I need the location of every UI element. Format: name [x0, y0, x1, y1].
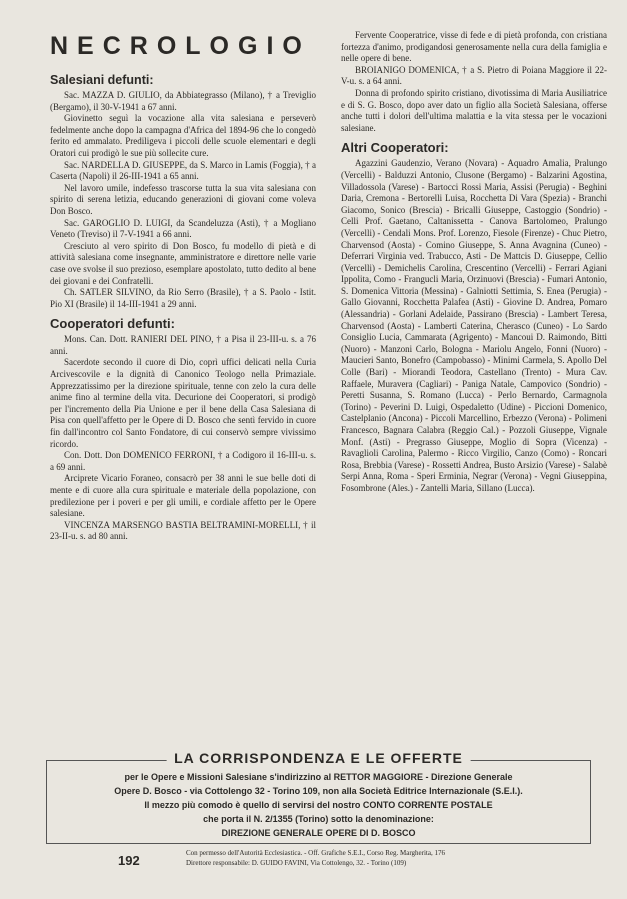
cooperatori-paragraph: VINCENZA MARSENGO BASTIA BELTRAMINI-MORELLI, † il 23-II-u. s. ad 80 anni. — [50, 519, 316, 542]
footer-imprint — [186, 848, 586, 868]
altri-list: Agazzini Gaudenzio, Verano (Novara) - Aquadro Amalia, Pralungo (Vercelli) - Balduzzi Antonio, Clusone (Bergamo) - Balzarini Agostina, Villadossola (Varese) - Bartocci Rossi Maria, Assisi (Perugia) - Beghini Daria, Cremona - Bertorelli Luisa, Rocchetta Di Vara (Spezia) - Branchi Giacomo, Sonico (Brescia) - Bricalli Giuseppe, Castoggio (Sondrio) - Celli Prof. Gaetano, Caltanissetta - Canova Bartolomeo, Pralungo (Vercelli) - Cendali Mons. Prof. Lorenzo, Fiesole (Firenze) - Chuc Pietro, Charvensod (Aosta) - Comino Giuseppe, S. Anna Avagnina (Cuneo) - Deferrari Virginia ved. Trabucco, Asti - De Mattcis D. Giuseppe, Cellio (Vercelli) - Demichelis Carolina, Crescentino (Vercelli) - Ferrari Agiani Ippolita, Como - Frangucli Maria, Orzinuovi (Brescia) - Fumari Antonio, S. Domenica Vittoria (Messina) - Galniotti Settimia, S. Enea (Perugia) - Gallo Giovanni, Rocchetta Palafea (Asti) - Giovine D. Andrea, Pomaro (Alessandria) - Gorlani Adelaide, Passirano (Brescia) - Lambert Teresa, Charvensod (Aosta) - Lamberti Caterina, Cherasco (Cuneo) - Lo Sardo Consiglio Lucia, Cammarata (Agrigento) - Mancoui D. Raimondo, Bitti (Nuoro) - Manzoni Carlo, Bologna - Mariolu Angelo, Fonni (Nuoro) - Maucieri Santo, Bonefro (Campobasso) - Minimi Carmela, S. Apollo Del Colle (Bari) - Miorandi Teodora, Castellano (Trento) - Mura Cav. Raffaele, Muravera (Cagliari) - Paniga Natale, Campovico (Sondrio) - Peretti Susanna, S. Romano (Lucca) - Perlo Bernardo, Carmagnola (Torino) - Peverini D. Luigi, Ospedaletto (Udine) - Piccioni Domenico, Castelplanio (Ancona) - Piccoli Marcellino, Erbezzo (Verona) - Polimeni Francesco, Bagnara Calabra (Reggio Cal.) - Pozzoli Giuseppe, Vignale Monf. (Asti) - Pregrasso Giuseppe, Moglio di Sopra (Vicenza) - Ravaglioli Carolina, Palermo - Ricco Virgilio, Canzo (Como) - Roncari Rosa, Brebbia (Varese) - Rossetti Andrea, Busto Arsizio (Varese) - Salabè Serpi Anna, Roma - Speri Erminia, Negrar (Verona) - Vegni Giuseppina, Fosombrone (Ales.) - Zantelli Maria, Sillano (Lucca). — [341, 158, 607, 493]
cooperatori-paragraph: Donna di profondo spirito cristiano, divotissima di Maria Ausiliatrice e di S. G. Bosco, dopo aver dato un figlio alla Società Salesiana, offerse anche tutti i dolori dell'ultima malattia e la vita stessa per le vocazioni salesiane. — [341, 87, 607, 133]
cooperatori-heading: Cooperatori defunti: — [50, 316, 175, 332]
right-column — [341, 30, 607, 495]
cooperatori-paragraph: Sacerdote secondo il cuore di Dio, coprì uffici delicati nella Curia Arcivescovile e la dignità di Canonico Teologo nella Primaziale. Apprezzatissimo per la direzione spirituale, tenne con zelo la cura delle anime fino al termine della vita. Decurione dei Cooperatori, si prodigò per l'incremento della Pia Unione e per il bene della Casa Salesiana di Pisa con quell'affetto per le Opere di D. Bosco che sentì fervido in cuore fin dall'incontro col Santo Fondatore, di cui conservò sempre vivissimo ricordo. — [50, 357, 316, 449]
footer-line: Con permesso dell'Autorità Ecclesiastica. - Off. Grafiche S.E.I., Corso Reg. Margherita, 176 — [186, 849, 445, 857]
salesiani-paragraph: Ch. SATLER SILVINO, da Rio Serro (Brasile), † a S. Paolo - Istit. Pio XI (Brasile) il 14-III-1941 a 29 anni. — [50, 287, 316, 309]
cooperatori-paragraph: Arciprete Vicario Foraneo, consacrò per 38 anni le sue belle doti di mente e di cuore alla cura spirituale e materiale della popolazione, con predilezione per i poveri e per gli umili, e cordiale affetto per le Opere salesiane. — [50, 473, 316, 519]
footer-line: Direttore responsabile: D. GUIDO FAVINI, Via Cottolengo, 32. - Torino (109) — [186, 859, 407, 867]
box-line: che porta il N. 2/1355 (Torino) sotto la denominazione: — [203, 814, 434, 824]
page-title: NECROLOGIO — [50, 32, 311, 60]
cooperatori-paragraph: BROIANIGO DOMENICA, † a S. Pietro di Poiana Maggiore il 22-V-u. s. a 64 anni. — [341, 64, 607, 87]
altri-heading: Altri Cooperatori: — [341, 140, 449, 156]
left-column — [50, 30, 316, 543]
salesiani-paragraph: Nel lavoro umile, indefesso trascorse tutta la sua vita salesiana con spirito di serena letizia, educando generazioni di giovani come voleva Don Bosco. — [50, 182, 316, 216]
box-line: Il mezzo più comodo è quello di servirsi del nostro CONTO CORRENTE POSTALE — [144, 800, 493, 810]
box-line: DIREZIONE GENERALE OPERE DI D. BOSCO — [221, 828, 416, 838]
salesiani-paragraph: Sac. MAZZA D. GIULIO, da Abbiategrasso (Milano), † a Treviglio (Bergamo), il 30-V-1941 a 67 anni. — [50, 90, 316, 112]
salesiani-paragraph: Giovinetto seguì la vocazione alla vita salesiana e perseverò fedelmente anche dopo la campagna d'Africa del 1894-96 che lo congedò ferito ed ammalato. Prediligeva i piccoli delle scuole elementari e degli Oratori cui prodigò le sue più sollecite cure. — [50, 113, 316, 158]
correspondence-box — [46, 750, 591, 844]
box-line: Opere D. Bosco - via Cottolengo 32 - Torino 109, non alla Società Editrice Internazionale (S.E.I.). — [114, 786, 523, 796]
cooperatori-paragraph: Mons. Can. Dott. RANIERI DEL PINO, † a Pisa il 23-III-u. s. a 76 anni. — [50, 334, 316, 356]
salesiani-paragraph: Sac. GAROGLIO D. LUIGI, da Scandeluzza (Asti), † a Mogliano Veneto (Treviso) il 7-V-1941 a 66 anni. — [50, 217, 316, 240]
box-title: LA CORRISPONDENZA E LE OFFERTE — [166, 750, 471, 766]
salesiani-paragraph: Cresciuto al vero spirito di Don Bosco, fu modello di pietà e di attività salesiana come insegnante, amministratore e direttore nelle varie case ove svolse il suo prezioso, esemplare apostolato, tutto dedito al bene dei giovani e dei Confratelli. — [50, 240, 316, 286]
salesiani-paragraph: Sac. NARDELLA D. GIUSEPPE, da S. Marco in Lamis (Foggia), † a Caserta (Napoli) il 26-III-1941 a 65 anni. — [50, 159, 316, 182]
cooperatori-paragraph: Con. Dott. Don DOMENICO FERRONI, † a Codigoro il 16-III-u. s. a 69 anni. — [50, 450, 316, 472]
page-number: 192 — [118, 853, 140, 868]
cooperatori-paragraph: Fervente Cooperatrice, visse di fede e di pietà profonda, con cristiana fortezza d'animo, prodigandosi generosamente nella cura della famiglia e nelle opere di bene. — [341, 30, 607, 64]
salesiani-heading: Salesiani defunti: — [50, 73, 154, 87]
box-line: per le Opere e Missioni Salesiane s'indirizzino al RETTOR MAGGIORE - Direzione Generale — [124, 772, 513, 782]
